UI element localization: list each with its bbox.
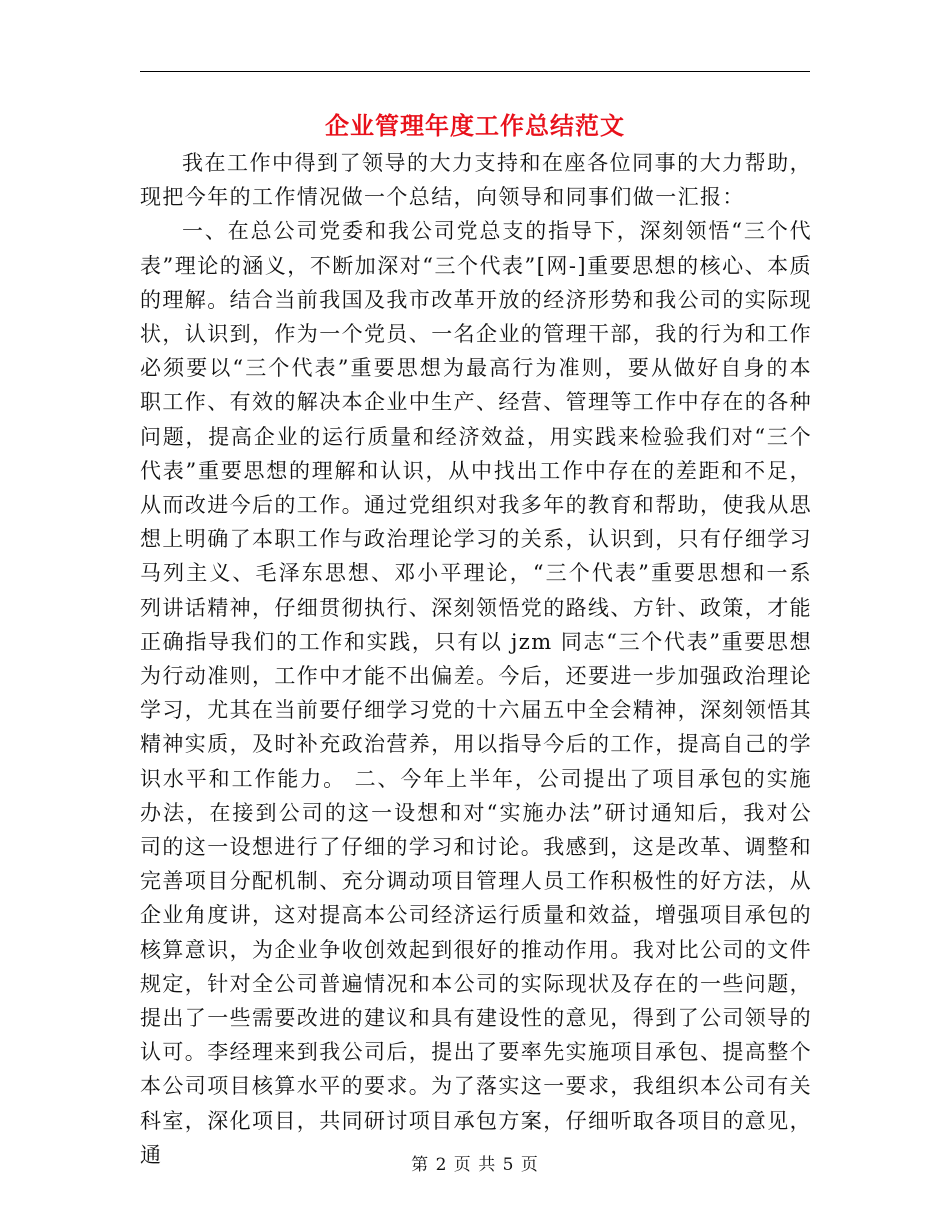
document-title: 企业管理年度工作总结范文 [325, 111, 625, 140]
document-body [140, 146, 812, 1172]
paragraph-intro: 我在工作中得到了领导的大力支持和在座各位同事的大力帮助，现把今年的工作情况做一个总结，向领导和同事们做一汇报： [140, 151, 812, 210]
header-rule [140, 71, 810, 72]
paragraph-main: 一、在总公司党委和我公司党总支的指导下，深刻领悟“三个代表”理论的涵义，不断加深对“三个代表”[网-]重要思想的核心、本质的理解。结合当前我国及我市改革开放的经济形势和我公司的实际现状，认识到，作为一个党员、一名企业的管理干部，我的行为和工作必须要以“三个代表”重要思想为最高行为准则，要从做好自身的本职工作、有效的解决本企业中生产、经营、管理等工作中存在的各种问题，提高企业的运行质量和经济效益，用实践来检验我们对“三个代表”重要思想的理解和认识，从中找出工作中存在的差距和不足，从而改进今后的工作。通过党组织对我多年的教育和帮助，使我从思想上明确了本职工作与政治理论学习的关系，认识到，只有仔细学习马列主义、毛泽东思想、邓小平理论，“三个代表”重要思想和一系列讲话精神，仔细贯彻执行、深刻领悟党的路线、方针、政策，才能正确指导我们的工作和实践，只有以 jzm 同志“三个代表”重要思想为行动准则，工作中才能不出偏差。今后，还要进一步加强政治理论学习，尤其在当前要仔细学习党的十六届五中全会精神，深刻领悟其精神实质，及时补充政治营养，用以指导今后的工作，提高自己的学识水平和工作能力。 二、今年上半年，公司提出了项目承包的实施办法，在接到公司的这一设想和对“实施办法”研讨通知后，我对公司的这一设想进行了仔细的学习和讨论。我感到，这是改革、调整和完善项目分配机制、充分调动项目管理人员工作积极性的好方法，从企业角度讲，这对提高本公司经济运行质量和效益，增强项目承包的核算意识，为企业争收创效起到很好的推动作用。我对比公司的文件规定，针对全公司普遍情况和本公司的实际现状及存在的一些问题，提出了一些需要改进的建议和具有建设性的意见，得到了公司领导的认可。李经理来到我公司后，提出了要率先实施项目承包、提高整个本公司项目核算水平的要求。为了落实这一要求，我组织本公司有关科室，深化项目，共同研讨项目承包方案，仔细听取各项目的意见，通 [140, 219, 812, 1167]
page-number-footer: 第 2 页 共 5 页 [411, 1155, 539, 1175]
